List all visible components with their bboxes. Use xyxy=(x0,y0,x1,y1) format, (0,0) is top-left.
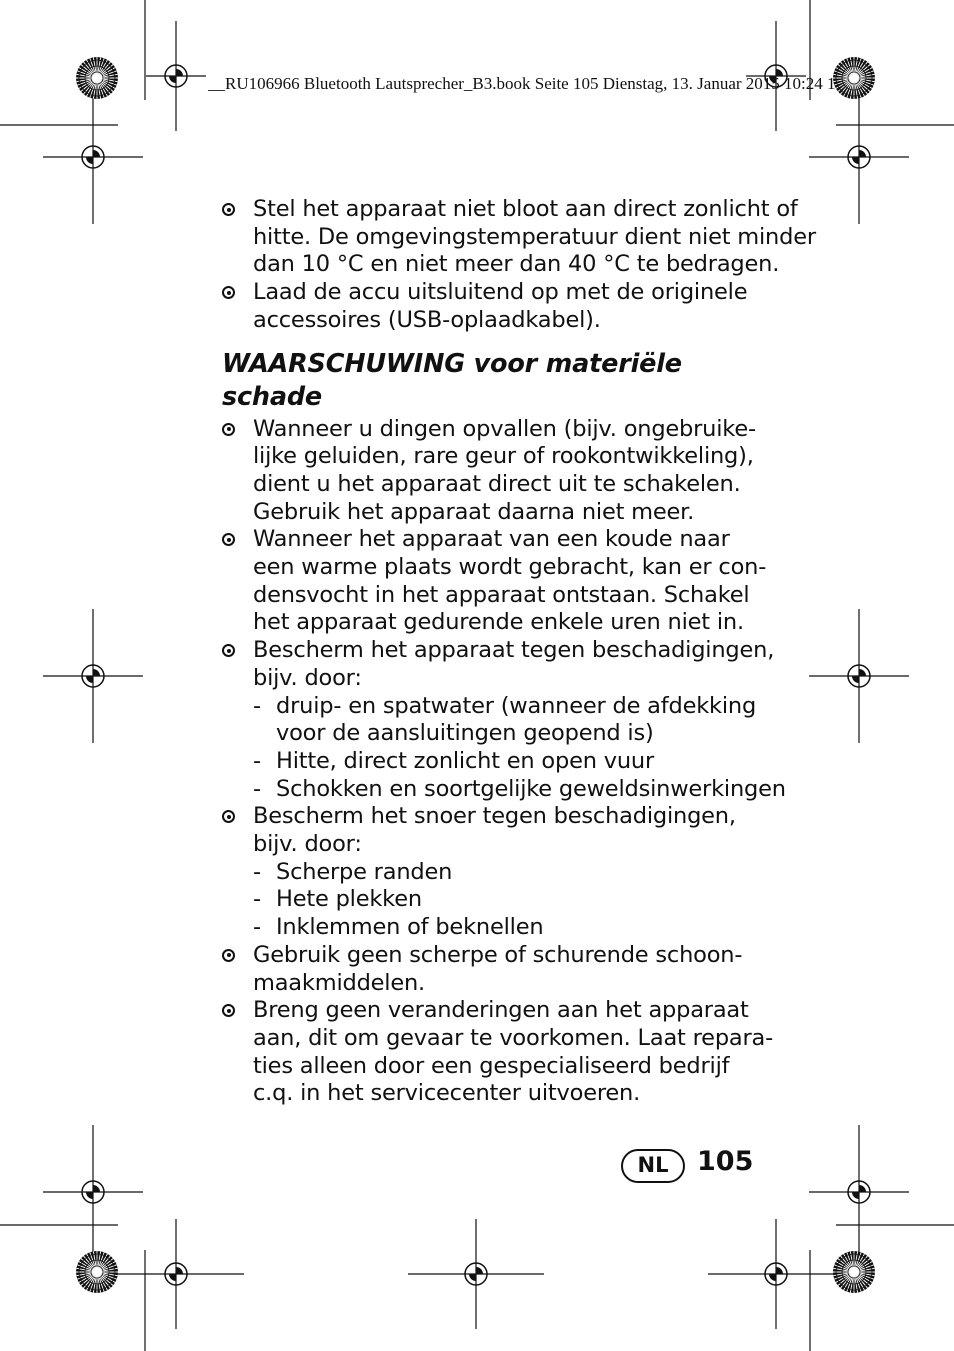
item-text: Wanneer u dingen opvallen (bijv. ongebruike- xyxy=(253,415,756,442)
registration-quadrant xyxy=(852,150,866,164)
dash-bullet: - xyxy=(253,886,261,913)
list-item xyxy=(222,416,767,527)
circle-bullet-icon xyxy=(222,203,235,216)
item-text: Bescherm het apparaat tegen beschadigingen, xyxy=(253,637,775,664)
registration-quadrant xyxy=(86,150,100,164)
list-item xyxy=(222,997,774,1108)
main-content xyxy=(222,196,816,1108)
registration-quadrant xyxy=(86,1185,100,1199)
circle-bullet-icon xyxy=(222,286,235,299)
item-text: Breng geen veranderingen aan het apparaat xyxy=(253,997,749,1024)
circle-bullet-icon xyxy=(222,533,235,546)
item-text: dient u het apparaat direct uit te schakelen. xyxy=(253,470,741,497)
sub-list-item xyxy=(253,859,767,887)
item-text: Stel het apparaat niet bloot aan direct zonlicht of xyxy=(253,196,798,222)
registration-quadrant xyxy=(169,69,183,83)
registration-quadrant xyxy=(469,1267,483,1281)
sub-item-text: druip- en spatwater (wanneer de afdekking xyxy=(276,692,757,719)
sub-item-text: Hitte, direct zonlicht en open vuur xyxy=(276,747,655,774)
item-text: Gebruik het apparaat daarna niet meer. xyxy=(253,498,695,525)
sub-list-item xyxy=(253,886,767,914)
item-text: accessoires (USB-oplaadkabel). xyxy=(253,306,601,333)
item-text: densvocht in het apparaat ontstaan. Schakel xyxy=(253,581,750,608)
item-text: bijv. door: xyxy=(253,831,362,858)
item-text: Gebruik geen scherpe of schurende schoon- xyxy=(253,941,743,968)
sub-item-text: Schokken en soortgelijke geweldsinwerkingen xyxy=(276,775,786,802)
item-text: het apparaat gedurende enkele uren niet in. xyxy=(253,609,744,636)
sub-item-text: voor de aansluitingen geopend is) xyxy=(276,720,654,747)
item-text: Laad de accu uitsluitend op met de originele xyxy=(253,279,748,306)
registration-quadrant xyxy=(852,669,866,683)
circle-bullet-icon xyxy=(222,423,235,436)
sub-list-item xyxy=(253,693,767,748)
dash-bullet: - xyxy=(253,858,261,885)
item-text: bijv. door: xyxy=(253,664,362,691)
heading-line: schade xyxy=(222,381,323,412)
section-heading xyxy=(222,348,767,414)
circle-bullet-icon xyxy=(222,644,235,657)
registration-quadrant xyxy=(769,1267,783,1281)
color-star-mark xyxy=(76,57,118,99)
circle-bullet-icon xyxy=(222,1004,235,1017)
list-item xyxy=(222,803,767,942)
heading-line: WAARSCHUWING voor materiële xyxy=(222,348,682,379)
item-text: ties alleen door een gespecialiseerd bedrijf xyxy=(253,1052,730,1079)
circle-bullet-icon xyxy=(222,810,235,823)
sub-item-text: Hete plekken xyxy=(276,886,422,913)
color-star-mark xyxy=(833,1251,875,1293)
list-item xyxy=(222,526,767,637)
registration-quadrant xyxy=(852,1185,866,1199)
page-number: 105 xyxy=(697,1146,754,1177)
item-text: dan 10 °C en niet meer dan 40 °C te bedragen. xyxy=(253,251,780,278)
safety-list xyxy=(222,415,786,1109)
sub-list-item xyxy=(253,775,786,804)
list-item xyxy=(222,279,767,334)
dash-bullet: - xyxy=(253,747,261,774)
sub-item-text: Inklemmen of beknellen xyxy=(276,914,544,941)
safety-list-top xyxy=(222,196,816,335)
dash-bullet: - xyxy=(253,775,261,802)
dash-bullet: - xyxy=(253,914,261,941)
sub-item-text: Scherpe randen xyxy=(276,858,453,885)
registration-quadrant xyxy=(169,1267,183,1281)
item-text: een warme plaats wordt gebracht, kan er con- xyxy=(253,554,767,581)
list-item xyxy=(222,637,786,803)
item-text: hitte. De omgevingstemperatuur dient niet minder xyxy=(253,223,816,250)
list-item xyxy=(222,942,767,997)
circle-bullet-icon xyxy=(222,949,235,962)
item-text: Bescherm het snoer tegen beschadigingen, xyxy=(253,803,736,830)
color-star-mark xyxy=(76,1251,118,1293)
registration-quadrant xyxy=(86,669,100,683)
sub-list-item xyxy=(253,914,767,942)
item-text: c.q. in het servicecenter uitvoeren. xyxy=(253,1080,641,1107)
sub-list-item xyxy=(253,748,767,776)
item-text: aan, dit om gevaar te voorkomen. Laat repara- xyxy=(253,1024,774,1051)
item-text: lijke geluiden, rare geur of rookontwikkeling), xyxy=(253,443,754,470)
dash-bullet: - xyxy=(253,692,261,719)
item-text: maakmiddelen. xyxy=(253,969,426,996)
print-slug: __RU106966 Bluetooth Lautsprecher_B3.book Seite 105 Dienstag, 13. Januar 2015 10:24 1 xyxy=(208,74,836,93)
list-item xyxy=(222,196,816,279)
language-badge: NL xyxy=(621,1149,685,1183)
item-text: Wanneer het apparaat van een koude naar xyxy=(253,526,730,553)
